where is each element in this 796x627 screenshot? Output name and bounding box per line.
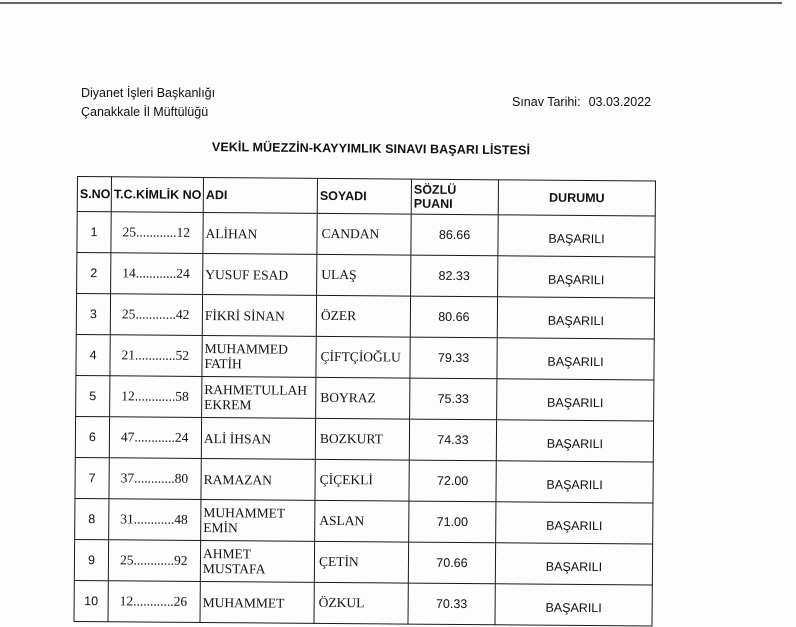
cell-status: BAŞARILI — [495, 543, 652, 585]
cell-tc: 12............26 — [108, 581, 200, 623]
cell-surname: ÇETİN — [314, 541, 408, 583]
cell-sno: 3 — [76, 294, 110, 335]
institution-line-1: Diyanet İşleri Başkanlığı — [81, 86, 216, 100]
cell-name: AHMET MUSTAFA — [200, 540, 314, 582]
cell-surname: CANDAN — [317, 213, 411, 255]
cell-sno: 5 — [76, 375, 110, 416]
cell-score: 71.00 — [409, 501, 496, 543]
cell-surname: BOZKURT — [315, 418, 409, 460]
cell-status: BAŞARILI — [496, 502, 653, 544]
cell-status: BAŞARILI — [498, 256, 655, 298]
cell-status: BAŞARILI — [496, 420, 653, 462]
cell-score: 74.33 — [409, 419, 496, 461]
cell-score: 70.66 — [408, 542, 495, 584]
cell-name: FİKRİ SİNAN — [202, 294, 316, 336]
cell-name: MUHAMMET EMİN — [201, 499, 315, 541]
cell-name: YUSUF ESAD — [203, 253, 317, 295]
table-row — [75, 457, 653, 503]
cell-surname: ÇİFTÇİOĞLU — [316, 336, 410, 378]
cell-sno: 7 — [75, 457, 109, 498]
cell-score: 80.66 — [410, 296, 497, 338]
cell-surname: ULAŞ — [317, 254, 411, 296]
column-header-tc: T.C.KİMLİK NO — [111, 177, 203, 213]
table-header-row — [77, 177, 655, 217]
cell-score: 86.66 — [411, 214, 498, 256]
exam-date-label: Sınav Tarihi: — [512, 95, 581, 109]
cell-surname: ÇİÇEKLİ — [315, 459, 409, 501]
table-row — [76, 334, 654, 380]
document-title: VEKİL MÜEZZİN-KAYYIMLIK SINAVI BAŞARI LİSTESİ — [211, 140, 531, 158]
table-row — [77, 212, 655, 258]
exam-date — [512, 95, 651, 109]
table-row — [74, 539, 652, 585]
cell-sno: 10 — [74, 580, 108, 621]
cell-surname: ASLAN — [315, 500, 409, 542]
column-header-score: SÖZLÜ PUANI — [411, 179, 498, 215]
cell-surname: ÖZER — [316, 295, 410, 337]
cell-sno: 9 — [74, 539, 108, 580]
cell-tc: 47............24 — [109, 417, 201, 459]
cell-surname: BOYRAZ — [316, 377, 410, 419]
cell-tc: 14............24 — [111, 253, 203, 295]
table-row — [74, 580, 652, 626]
cell-tc: 25............92 — [108, 540, 200, 582]
table-row — [76, 294, 654, 340]
table-row — [75, 498, 653, 544]
cell-sno: 1 — [77, 212, 111, 253]
results-table — [73, 176, 655, 627]
cell-score: 79.33 — [410, 337, 497, 379]
cell-sno: 6 — [75, 416, 109, 457]
column-header-name: ADI — [203, 177, 317, 213]
column-header-surname: SOYADI — [317, 178, 411, 214]
cell-status: BAŞARILI — [495, 584, 652, 626]
cell-name: ALİ İHSAN — [201, 417, 315, 459]
cell-name: MUHAMMED FATİH — [202, 335, 316, 377]
cell-status: BAŞARILI — [497, 379, 654, 421]
cell-sno: 4 — [76, 334, 110, 375]
institution-line-2: Çanakkale İl Müftülüğü — [81, 105, 209, 119]
table-row — [75, 416, 653, 462]
cell-tc: 21............52 — [110, 335, 202, 377]
table-row — [77, 253, 655, 299]
cell-score: 75.33 — [410, 378, 497, 420]
cell-tc: 25............42 — [110, 294, 202, 336]
exam-date-value: 03.03.2022 — [588, 95, 652, 109]
cell-score: 70.33 — [408, 583, 495, 625]
cell-surname: ÖZKUL — [314, 582, 408, 624]
cell-score: 82.33 — [411, 255, 498, 297]
results-table-wrapper — [73, 176, 655, 627]
cell-tc: 12............58 — [110, 376, 202, 418]
cell-status: BAŞARILI — [497, 297, 654, 339]
cell-sno: 2 — [77, 253, 111, 294]
cell-name: ALİHAN — [203, 212, 317, 254]
cell-sno: 8 — [75, 498, 109, 539]
cell-tc: 25............12 — [111, 212, 203, 254]
cell-name: RAMAZAN — [201, 458, 315, 500]
cell-status: BAŞARILI — [498, 215, 655, 257]
cell-tc: 37............80 — [109, 458, 201, 500]
cell-score: 72.00 — [409, 460, 496, 502]
cell-status: BAŞARILI — [496, 461, 653, 503]
cell-name: MUHAMMET — [200, 581, 314, 623]
column-header-status: DURUMU — [498, 180, 655, 216]
cell-status: BAŞARILI — [497, 338, 654, 380]
cell-name: RAHMETULLAH EKREM — [202, 376, 316, 418]
institution-header — [81, 84, 215, 122]
top-rule — [0, 2, 782, 4]
table-row — [76, 375, 654, 421]
cell-tc: 31............48 — [109, 499, 201, 541]
column-header-sno: S.NO — [77, 177, 111, 212]
